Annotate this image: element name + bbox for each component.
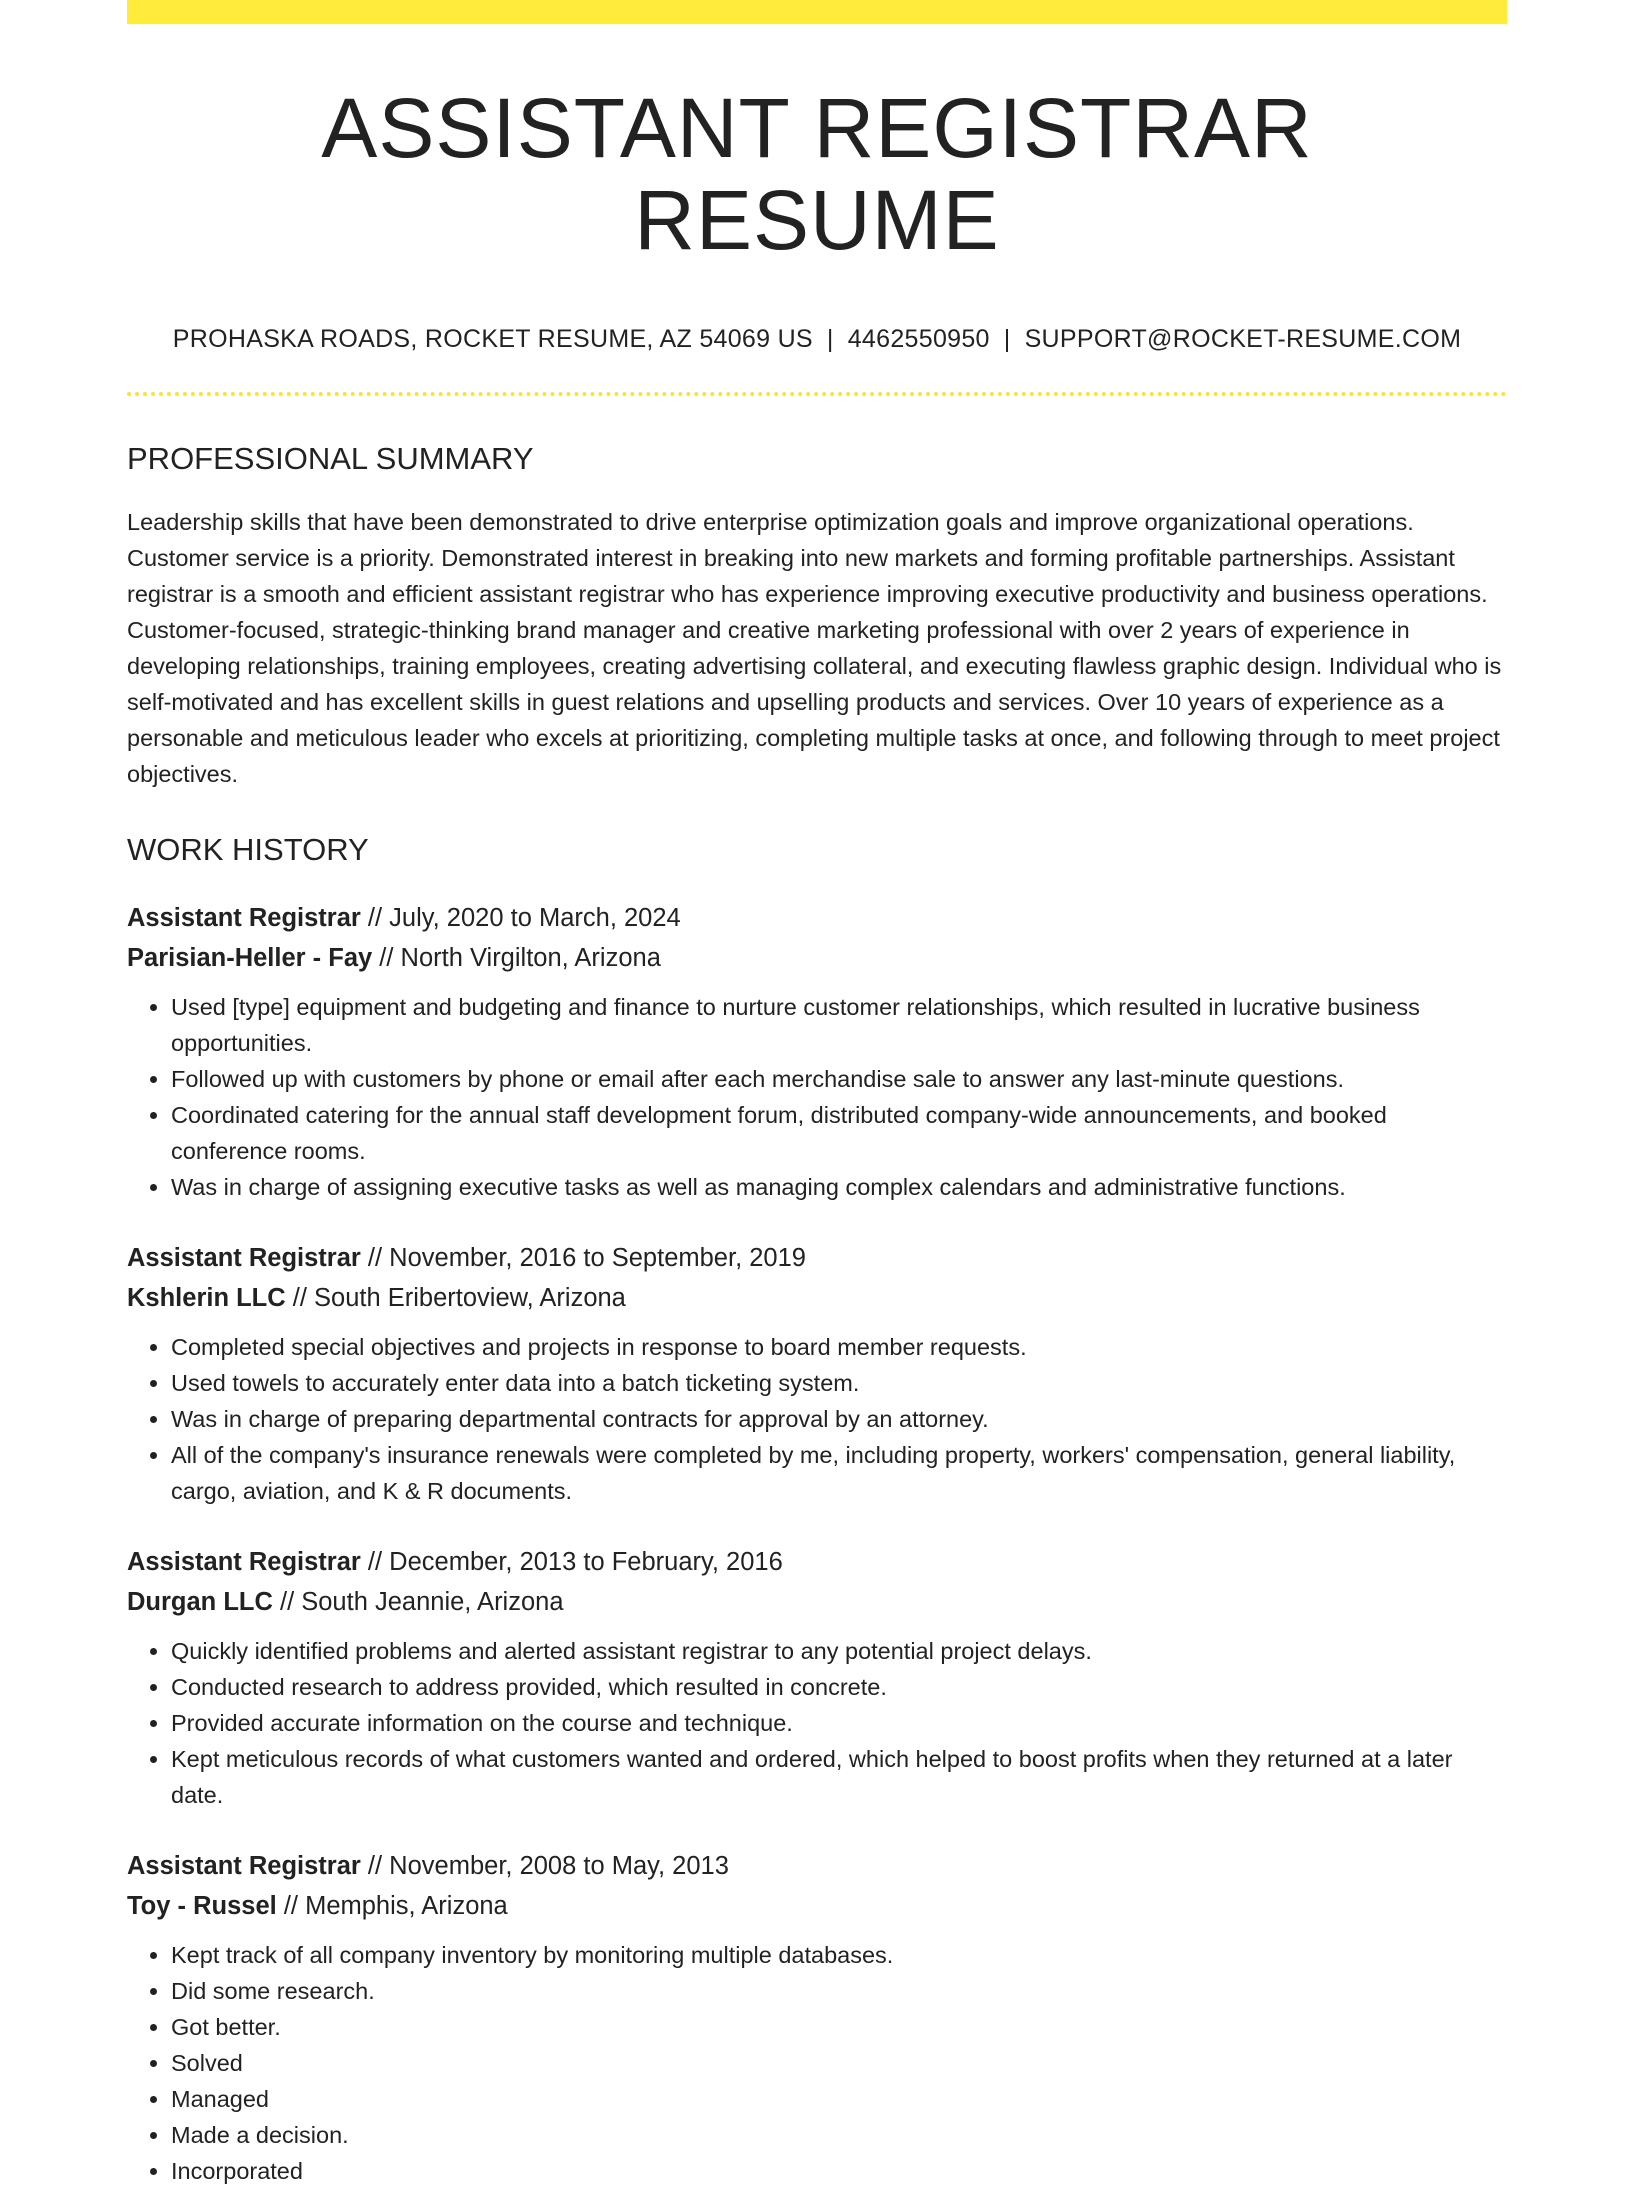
job-location: // North Virgilton, Arizona — [372, 943, 661, 972]
job-entry — [127, 1846, 1507, 2189]
job-title: Assistant Registrar — [127, 1851, 361, 1880]
job-company: Kshlerin LLC — [127, 1283, 286, 1312]
list-item: • Was in charge of assigning executive tasks as well as managing complex calendars and administrative functions. — [171, 1169, 1507, 1205]
list-item: • Quickly identified problems and alerted assistant registrar to any potential project delays. — [171, 1633, 1507, 1669]
job-bullets — [127, 1633, 1507, 1813]
job-entry — [127, 1542, 1507, 1813]
job-company-line — [127, 1278, 1507, 1318]
job-title: Assistant Registrar — [127, 1547, 361, 1576]
summary-heading: PROFESSIONAL SUMMARY — [127, 440, 534, 476]
job-company-line — [127, 1582, 1507, 1622]
list-item: • All of the company's insurance renewals were completed by me, including property, workers' compensation, general liability, cargo, aviation, and K & R documents. — [171, 1437, 1507, 1509]
list-item: • Kept track of all company inventory by monitoring multiple databases. — [171, 1937, 1507, 1973]
job-company-line — [127, 938, 1507, 978]
job-dates: // November, 2016 to September, 2019 — [360, 1243, 806, 1272]
job-title-line — [127, 1238, 1507, 1278]
contact-separator: | — [1003, 324, 1011, 353]
list-item: • Was in charge of preparing departmental contracts for approval by an attorney. — [171, 1401, 1507, 1437]
contact-email[interactable]: SUPPORT@ROCKET-RESUME.COM — [1024, 324, 1462, 353]
job-title: Assistant Registrar — [127, 903, 361, 932]
job-location: // South Jeannie, Arizona — [272, 1587, 564, 1616]
job-dates: // November, 2008 to May, 2013 — [360, 1851, 729, 1880]
work-history-list — [127, 898, 1507, 2189]
job-dates: // July, 2020 to March, 2024 — [360, 903, 681, 932]
list-item: • Completed special objectives and projects in response to board member requests. — [171, 1329, 1507, 1365]
job-entry — [127, 1238, 1507, 1509]
job-title: Assistant Registrar — [127, 1243, 361, 1272]
job-entry — [127, 898, 1507, 1205]
resume-page — [127, 0, 1507, 2189]
contact-separator: | — [826, 324, 834, 353]
list-item: • Solved — [171, 2045, 1507, 2081]
list-item: • Incorporated — [171, 2153, 1507, 2189]
list-item: • Used towels to accurately enter data into a batch ticketing system. — [171, 1365, 1507, 1401]
list-item: • Provided accurate information on the course and technique. — [171, 1705, 1507, 1741]
list-item: • Conducted research to address provided, which resulted in concrete. — [171, 1669, 1507, 1705]
job-location: // South Eribertoview, Arizona — [285, 1283, 626, 1312]
job-company-line — [127, 1886, 1507, 1926]
list-item: • Kept meticulous records of what customers wanted and ordered, which helped to boost profits when they returned at a later date. — [171, 1741, 1507, 1813]
job-title-line — [127, 898, 1507, 938]
job-title-line — [127, 1542, 1507, 1582]
job-company: Durgan LLC — [127, 1587, 273, 1616]
contact-line — [127, 325, 1507, 354]
list-item: • Used [type] equipment and budgeting and finance to nurture customer relationships, which resulted in lucrative business opportunities. — [171, 989, 1507, 1061]
job-bullets — [127, 1937, 1507, 2189]
summary-text: Leadership skills that have been demonstrated to drive enterprise optimization goals and improve organizational operations. Customer service is a priority. Demonstrated interest in breaking into new markets and forming profitable partnerships. Assistant registrar is a smooth and efficient assistant registrar who has experience improving executive productivity and business operations. Customer-focused, strategic-thinking brand manager and creative marketing professional with over 2 years of experience in developing relationships, training employees, creating advertising collateral, and executing flawless graphic design. Individual who is self-motivated and has excellent skills in guest relations and upselling products and services. Over 10 years of experience as a personable and meticulous leader who excels at prioritizing, completing multiple tasks at once, and following through to meet project objectives. — [127, 508, 1502, 787]
contact-phone[interactable]: 4462550950 — [847, 324, 990, 353]
job-dates: // December, 2013 to February, 2016 — [360, 1547, 783, 1576]
job-company: Toy - Russel — [127, 1891, 277, 1920]
job-bullets — [127, 989, 1507, 1205]
job-bullets — [127, 1329, 1507, 1509]
job-location: // Memphis, Arizona — [276, 1891, 508, 1920]
list-item: • Made a decision. — [171, 2117, 1507, 2153]
list-item: • Managed — [171, 2081, 1507, 2117]
contact-address: PROHASKA ROADS, ROCKET RESUME, AZ 54069 US — [172, 324, 813, 353]
list-item: • Followed up with customers by phone or email after each merchandise sale to answer any last-minute questions. — [171, 1061, 1507, 1097]
job-title-line — [127, 1846, 1507, 1886]
header-divider — [127, 392, 1507, 396]
job-company: Parisian-Heller - Fay — [127, 943, 373, 972]
list-item: • Got better. — [171, 2009, 1507, 2045]
accent-bar — [127, 0, 1507, 24]
work-history-heading: WORK HISTORY — [127, 831, 369, 867]
list-item: • Coordinated catering for the annual staff development forum, distributed company-wide announcements, and booked conference rooms. — [171, 1097, 1507, 1169]
list-item: • Did some research. — [171, 1973, 1507, 2009]
resume-title: ASSISTANT REGISTRAR RESUME — [321, 81, 1313, 268]
